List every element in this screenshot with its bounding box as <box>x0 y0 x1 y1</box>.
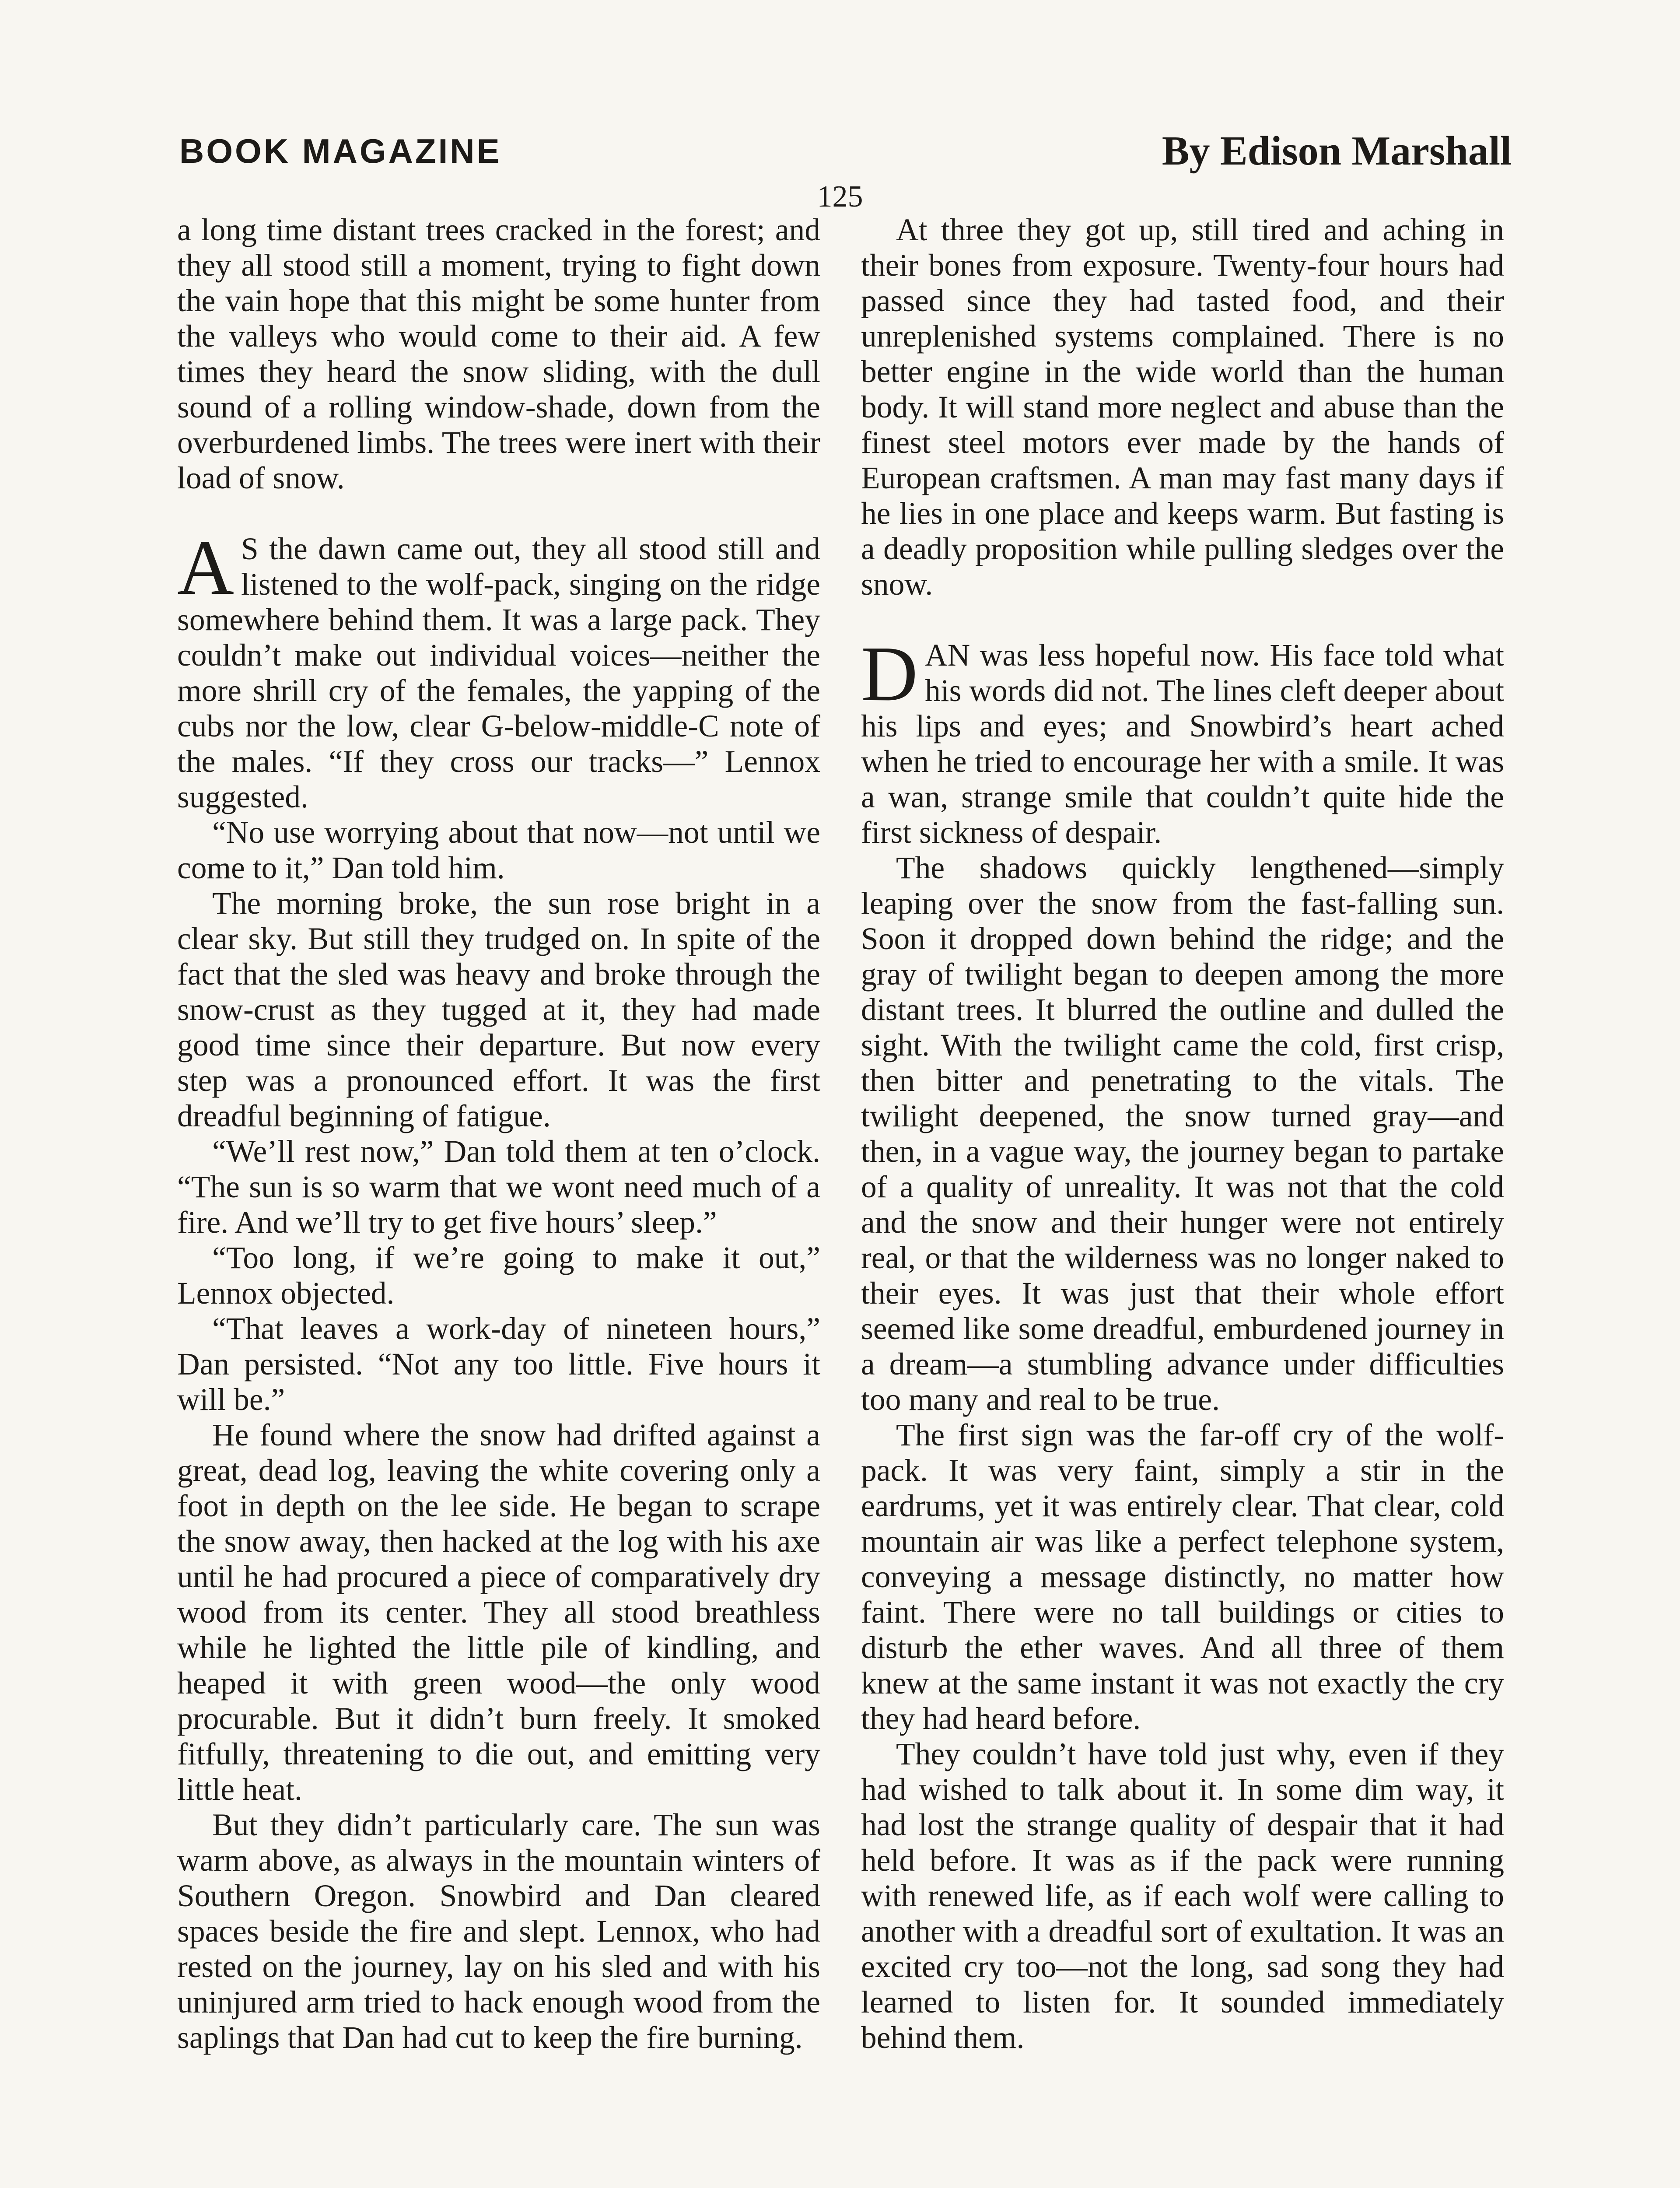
left-column <box>177 212 820 2055</box>
paragraph: “No use worrying about that now—not until we come to it,” Dan told him. <box>177 815 820 885</box>
paragraph: a long time distant trees cracked in the forest; and they all stood still a moment, trying to fight down the vain hope that this might be some hunter from the valleys who would come to their aid. A few times they heard the snow sliding, with the dull sound of a rolling window-shade, down from the overburdened limbs. The trees were inert with their load of snow. <box>177 213 820 495</box>
paragraph: The first sign was the far-off cry of the wolf-pack. It was very faint, simply a stir in the eardrums, yet it was entirely clear. That clear, cold mountain air was like a perfect telephone system, conveying a message distinctly, no matter how faint. There were no tall buildings or cities to disturb the ether waves. And all three of them knew at the same instant it was not exactly the cry they had heard before. <box>861 1418 1504 1736</box>
paragraph: “We’ll rest now,” Dan told them at ten o’clock. “The sun is so warm that we wont need much of a fire. And we’ll try to get five hours’ sleep.” <box>177 1134 820 1240</box>
paragraph: They couldn’t have told just why, even if they had wished to talk about it. In some dim way, it had lost the strange quality of despair that it had held before. It was as if the pack were running with renewed life, as if each wolf were calling to another with a dreadful sort of exultation. It was an excited cry too—not the long, sad song they had learned to listen for. It sounded immediately behind them. <box>861 1737 1504 2055</box>
paragraph-text: AN was less hopeful now. His face told what his words did not. The lines cleft deeper about his lips and eyes; and Snowbird’s heart ached when he tried to encourage her with a smile. It was a wan, strange smile that couldn’t quite hide the first sickness of despair. <box>861 638 1504 850</box>
page-number: 125 <box>817 180 863 214</box>
paragraph: “Too long, if we’re going to make it out,” Lennox objected. <box>177 1241 820 1311</box>
right-column <box>861 212 1504 2055</box>
magazine-title: BOOK MAGAZINE <box>179 132 502 170</box>
drop-cap: A <box>177 524 234 611</box>
paragraph: The morning broke, the sun rose bright in a clear sky. But still they trudged on. In spite of the fact that the sled was heavy and broke through the snow-crust as they tugged at it, they had made good time since their departure. But now every step was a pronounced effort. It was the first dreadful beginning of fatigue. <box>177 886 820 1133</box>
drop-cap: D <box>861 630 918 717</box>
author-byline: By Edison Marshall <box>1162 128 1512 174</box>
section-paragraph <box>861 630 1504 850</box>
paragraph-text: S the dawn came out, they all stood still and listened to the wolf-pack, singing on the ridge somewhere behind them. It was a large pack. They couldn’t make out individual voices—neither the more shrill cry of the females, the yapping of the cubs nor the low, clear G-below-middle-C note of the males. “If they cross our tracks—” Lennox suggested. <box>177 532 820 814</box>
paragraph: But they didn’t particularly care. The sun was warm above, as always in the mountain winters of Southern Oregon. Snowbird and Dan cleared spaces beside the fire and slept. Lennox, who had rested on the journey, lay on his sled and with his uninjured arm tried to hack enough wood from the saplings that Dan had cut to keep the fire burning. <box>177 1808 820 2055</box>
paragraph: He found where the snow had drifted against a great, dead log, leaving the white covering only a foot in depth on the lee side. He began to scrape the snow away, then hacked at the log with his axe until he had procured a piece of comparatively dry wood from its center. They all stood breathless while he lighted the little pile of kindling, and heaped it with green wood—the only wood procurable. But it didn’t burn freely. It smoked fitfully, threatening to die out, and emitting very little heat. <box>177 1418 820 1807</box>
section-paragraph <box>177 524 820 815</box>
paragraph: At three they got up, still tired and aching in their bones from exposure. Twenty-four hours had passed since they had tasted food, and their unreplenished systems complained. There is no better engine in the wide world than the human body. It will stand more neglect and abuse than the finest steel motors ever made by the hands of European craftsmen. A man may fast many days if he lies in one place and keeps warm. But fasting is a deadly proposition while pulling sledges over the snow. <box>861 213 1504 602</box>
paragraph: “That leaves a work-day of nineteen hours,” Dan persisted. “Not any too little. Five hours it will be.” <box>177 1311 820 1417</box>
page-header <box>179 129 1512 177</box>
paragraph: The shadows quickly lengthened—simply leaping over the snow from the fast-falling sun. Soon it dropped down behind the ridge; and the gray of twilight began to deepen among the more distant trees. It blurred the outline and dulled the sight. With the twilight came the cold, first crisp, then bitter and penetrating to the vitals. The twilight deepened, the snow turned gray—and then, in a vague way, the journey began to partake of a quality of unreality. It was not that the cold and the snow and their hunger were not entirely real, or that the wilderness was no longer naked to their eyes. It was just that their whole effort seemed like some dreadful, emburdened journey in a dream—a stumbling advance under difficulties too many and real to be true. <box>861 851 1504 1417</box>
